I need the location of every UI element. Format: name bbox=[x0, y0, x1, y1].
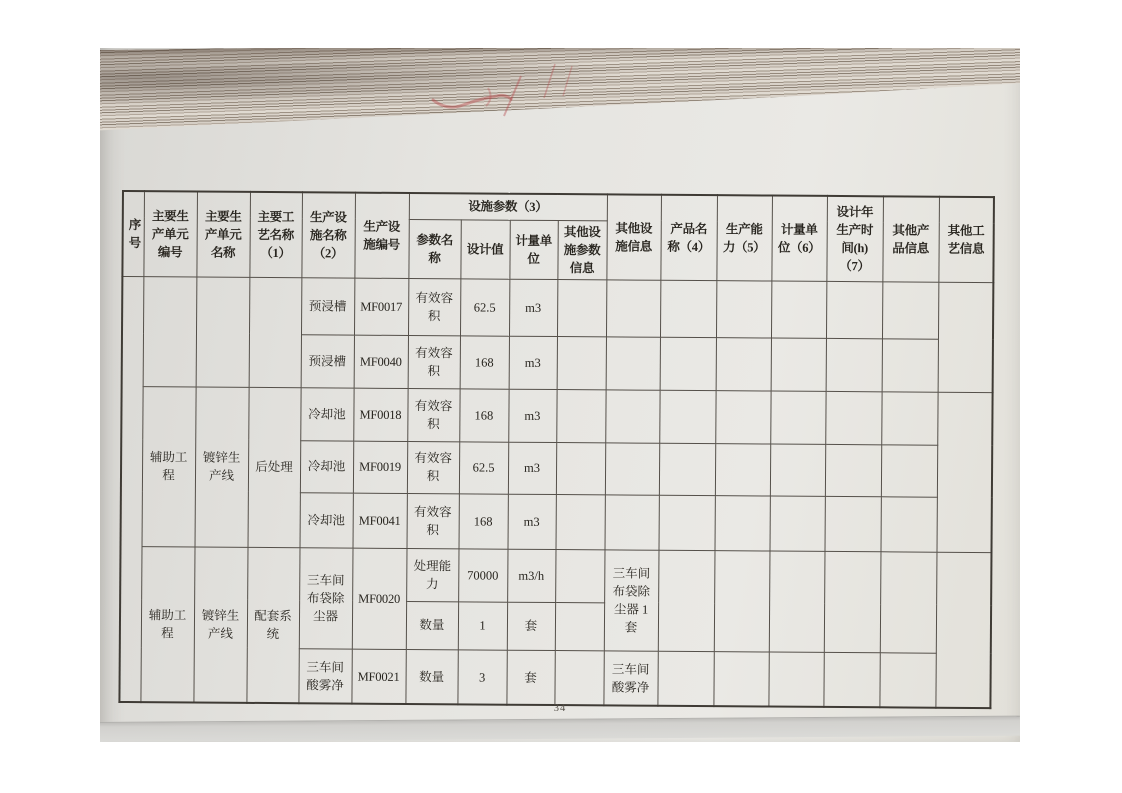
header-param-name: 参数名称 bbox=[408, 219, 460, 279]
header-capacity-unit: 计量单位（6） bbox=[771, 196, 827, 282]
cell-other-param-info bbox=[555, 549, 604, 602]
cell-other-param-info bbox=[557, 279, 606, 336]
cell-capacity bbox=[715, 496, 770, 551]
cell-design-value: 1 bbox=[458, 602, 507, 650]
cell-capacity-unit bbox=[769, 551, 825, 652]
production-facility-table bbox=[118, 190, 995, 709]
cell-facility-code: MF0021 bbox=[351, 649, 405, 704]
cell-capacity-unit bbox=[771, 281, 826, 338]
cell-capacity-unit bbox=[771, 338, 826, 391]
cell-unit: 套 bbox=[506, 650, 554, 705]
header-product-name: 产品名称（4） bbox=[660, 195, 717, 281]
table-row bbox=[121, 386, 992, 445]
cell-capacity bbox=[713, 652, 768, 707]
cell-capacity-unit bbox=[770, 391, 825, 444]
cell-facility-name: 三车间布袋除尘器 bbox=[299, 548, 353, 649]
cell-facility-code: MF0040 bbox=[354, 335, 408, 388]
cell-other-product-info bbox=[881, 392, 937, 445]
table-row bbox=[122, 276, 993, 339]
page-number: 34 bbox=[553, 703, 567, 714]
cell-product-name bbox=[660, 280, 716, 337]
cell-annual-hours bbox=[826, 281, 882, 338]
cell-facility-name: 预浸槽 bbox=[301, 335, 354, 388]
cell-other-product-info bbox=[879, 653, 935, 708]
cell-capacity bbox=[716, 338, 771, 391]
header-annual-hours: 设计年生产时间(h)（7） bbox=[826, 196, 883, 282]
cell-capacity bbox=[716, 281, 771, 338]
cell-capacity-unit bbox=[768, 652, 823, 707]
cell-other-facility-info: 三车间酸雾净 bbox=[603, 651, 657, 706]
cell-facility-name: 预浸槽 bbox=[301, 278, 354, 335]
cell-unit: m3 bbox=[508, 494, 556, 549]
cell-facility-code: MF0019 bbox=[353, 441, 407, 493]
cell-other-param-info bbox=[557, 336, 606, 389]
cell-other-process-info bbox=[938, 282, 994, 392]
cell-facility-name: 冷却池 bbox=[300, 388, 353, 441]
header-process-name: 主要工艺名称（1） bbox=[249, 192, 302, 278]
cell-other-facility-info bbox=[605, 495, 659, 550]
cell-other-product-info bbox=[882, 339, 938, 392]
cell-param-name: 有效容积 bbox=[407, 493, 459, 548]
header-facility-name: 生产设施名称（2） bbox=[301, 192, 355, 278]
cell-unit-code: 辅助工程 bbox=[140, 547, 194, 703]
cell-capacity-unit bbox=[770, 496, 825, 551]
cell-other-param-info bbox=[554, 650, 603, 705]
cell-design-value: 168 bbox=[459, 389, 508, 442]
table-row bbox=[120, 546, 991, 605]
cell-capacity bbox=[714, 551, 770, 652]
cell-param-name: 数量 bbox=[405, 649, 457, 704]
header-capacity: 生产能力（5） bbox=[716, 195, 772, 281]
cell-unit: m3 bbox=[508, 389, 556, 442]
cell-unit: m3 bbox=[508, 442, 556, 494]
cell-annual-hours bbox=[824, 551, 881, 652]
cell-process-name: 后处理 bbox=[248, 387, 301, 547]
cell-other-param-info bbox=[555, 602, 604, 650]
cell-product-name bbox=[659, 495, 715, 550]
cell-design-value: 3 bbox=[457, 650, 506, 705]
cell-product-name bbox=[658, 550, 715, 651]
cell-design-value: 62.5 bbox=[459, 442, 508, 494]
cell-product-name bbox=[660, 337, 716, 390]
paper-stack-edges bbox=[100, 48, 1020, 134]
cell-design-value: 62.5 bbox=[460, 279, 509, 336]
cell-param-name: 有效容积 bbox=[408, 335, 460, 388]
header-facility-params-group: 设施参数（3） bbox=[409, 193, 607, 220]
cell-product-name bbox=[659, 443, 715, 495]
header-other-param-info: 其他设施参数信息 bbox=[557, 220, 606, 280]
cell-other-param-info bbox=[556, 494, 605, 549]
cell-other-param-info bbox=[556, 442, 605, 494]
cell-design-value: 168 bbox=[459, 494, 508, 549]
table-sheet bbox=[118, 190, 995, 709]
cell-unit: m3 bbox=[509, 279, 557, 336]
cell-capacity-unit bbox=[770, 444, 825, 496]
cell-design-value: 70000 bbox=[458, 549, 507, 602]
cell-facility-code: MF0020 bbox=[352, 548, 407, 649]
cell-param-name: 有效容积 bbox=[407, 441, 459, 493]
header-other-product-info: 其他产品信息 bbox=[882, 196, 939, 282]
cell-other-process-info bbox=[935, 552, 991, 708]
cell-param-name: 数量 bbox=[406, 601, 458, 649]
document-photo bbox=[100, 48, 1020, 742]
cell-other-product-info bbox=[881, 445, 937, 497]
cell-process-name bbox=[249, 277, 302, 387]
cell-unit-name bbox=[196, 277, 250, 387]
header-unit-name: 主要生产单元名称 bbox=[196, 192, 250, 278]
cell-other-product-info bbox=[882, 282, 938, 339]
cell-unit-name: 镀锌生产线 bbox=[193, 547, 247, 703]
cell-annual-hours bbox=[823, 652, 879, 707]
cell-annual-hours bbox=[825, 444, 881, 496]
cell-unit: 套 bbox=[507, 602, 555, 650]
cell-facility-name: 三车间酸雾净 bbox=[298, 649, 351, 704]
cell-capacity bbox=[715, 391, 770, 444]
cell-unit: m3/h bbox=[507, 549, 555, 602]
cell-design-value: 168 bbox=[460, 336, 509, 389]
cell-capacity bbox=[715, 444, 770, 496]
cell-facility-name: 冷却池 bbox=[300, 441, 353, 493]
cell-param-name: 有效容积 bbox=[408, 278, 460, 335]
cell-facility-code: MF0041 bbox=[353, 493, 407, 548]
table-header-row-1 bbox=[123, 191, 994, 223]
cell-facility-code: MF0017 bbox=[354, 278, 408, 335]
cell-annual-hours bbox=[826, 338, 882, 391]
header-unit-code: 主要生产单元编号 bbox=[143, 191, 197, 277]
header-design-value: 设计值 bbox=[460, 219, 509, 279]
cell-unit-code bbox=[143, 277, 197, 387]
cell-other-product-info bbox=[880, 552, 937, 653]
cell-other-product-info bbox=[881, 497, 937, 552]
cell-other-facility-info bbox=[605, 390, 659, 443]
cell-other-facility-info bbox=[606, 280, 660, 337]
cell-facility-code: MF0018 bbox=[353, 388, 407, 441]
cell-serial-no bbox=[119, 276, 143, 702]
cell-annual-hours bbox=[825, 391, 881, 444]
cell-unit-code: 辅助工程 bbox=[142, 387, 196, 547]
header-other-facility-info: 其他设施信息 bbox=[606, 194, 661, 280]
cell-other-facility-info bbox=[606, 337, 660, 390]
header-facility-code: 生产设施编号 bbox=[354, 193, 409, 279]
cell-unit-name: 镀锌生产线 bbox=[195, 387, 249, 547]
cell-other-process-info bbox=[937, 392, 993, 552]
cell-other-param-info bbox=[556, 389, 605, 442]
cell-unit: m3 bbox=[509, 336, 557, 389]
header-other-process-info: 其他工艺信息 bbox=[938, 197, 994, 283]
header-serial-no: 序号 bbox=[122, 191, 144, 277]
cell-product-name bbox=[659, 390, 715, 443]
cell-other-facility-info bbox=[605, 443, 659, 495]
cell-process-name: 配套系统 bbox=[246, 547, 299, 703]
cell-param-name: 处理能力 bbox=[406, 548, 458, 601]
cell-facility-name: 冷却池 bbox=[300, 493, 353, 548]
cell-param-name: 有效容积 bbox=[407, 388, 459, 441]
cell-product-name bbox=[657, 651, 713, 706]
cell-other-facility-info: 三车间布袋除尘器 1 套 bbox=[604, 550, 659, 651]
paper-bottom-edge bbox=[100, 716, 1020, 742]
cell-annual-hours bbox=[825, 496, 881, 551]
header-unit: 计量单位 bbox=[509, 220, 557, 280]
